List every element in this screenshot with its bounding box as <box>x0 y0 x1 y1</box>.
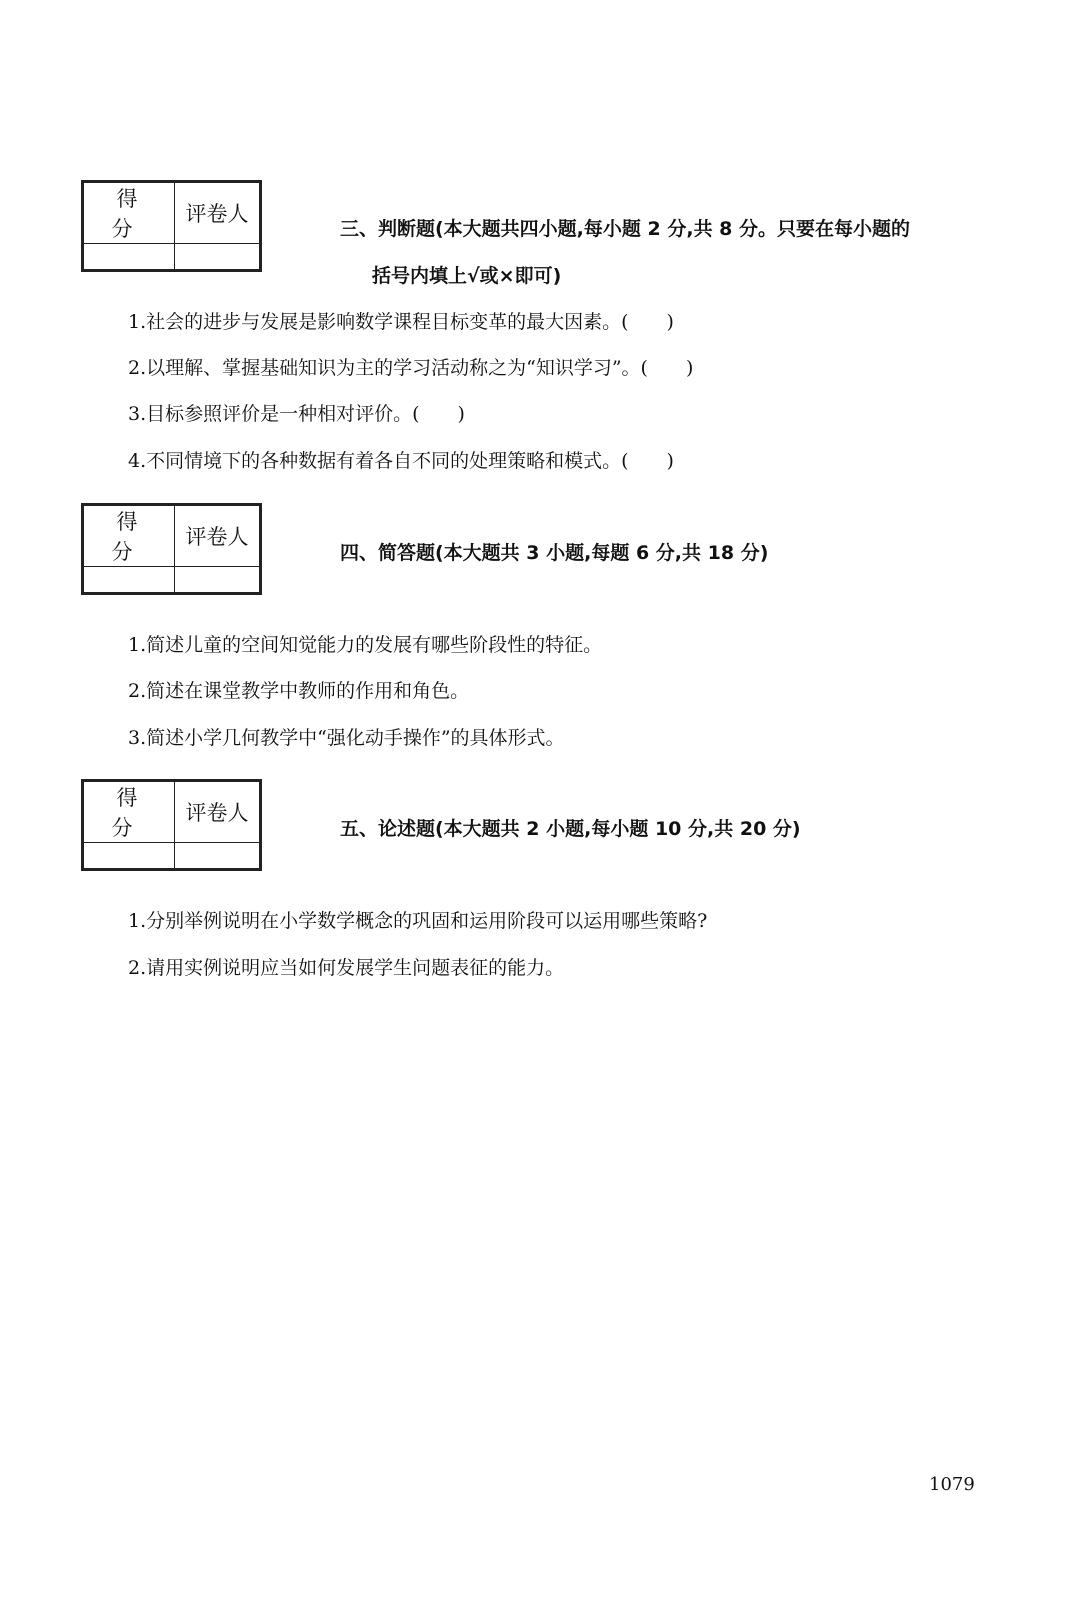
score-label: 得 分 <box>84 782 175 843</box>
grader-cell <box>175 843 260 869</box>
section-4-question-2: 2.简述在课堂教学中教师的作用和角色。 <box>128 680 470 702</box>
section-3-question-2: 2.以理解、掌握基础知识为主的学习活动称之为“知识学习”。( ) <box>128 357 694 379</box>
score-cell <box>84 843 175 869</box>
section-3-title-line-1: 三、判断题(本大题共四小题,每小题 2 分,共 8 分。只要在每小题的 <box>340 218 911 240</box>
section-3-question-1: 1.社会的进步与发展是影响数学课程目标变革的最大因素。( ) <box>128 311 674 333</box>
grader-cell <box>175 567 260 593</box>
score-cell <box>84 567 175 593</box>
section-4-title: 四、简答题(本大题共 3 小题,每题 6 分,共 18 分) <box>340 542 769 564</box>
score-cell <box>84 244 175 270</box>
section-5-title: 五、论述题(本大题共 2 小题,每小题 10 分,共 20 分) <box>340 818 801 840</box>
grader-cell <box>175 244 260 270</box>
score-label: 得 分 <box>84 183 175 244</box>
score-box-section-4 <box>81 503 262 595</box>
section-3-question-3: 3.目标参照评价是一种相对评价。( ) <box>128 403 465 425</box>
section-4-question-3: 3.简述小学几何教学中“强化动手操作”的具体形式。 <box>128 727 565 749</box>
grader-label: 评卷人 <box>175 782 260 843</box>
section-3-title-line-2: 括号内填上√或×即可) <box>372 265 562 287</box>
section-5-question-2: 2.请用实例说明应当如何发展学生问题表征的能力。 <box>128 957 565 979</box>
grader-label: 评卷人 <box>175 183 260 244</box>
page-number: 1079 <box>929 1474 975 1495</box>
section-5-question-1: 1.分别举例说明在小学数学概念的巩固和运用阶段可以运用哪些策略? <box>128 910 708 932</box>
section-3-question-4: 4.不同情境下的各种数据有着各自不同的处理策略和模式。( ) <box>128 450 674 472</box>
score-label: 得 分 <box>84 506 175 567</box>
section-4-question-1: 1.简述儿童的空间知觉能力的发展有哪些阶段性的特征。 <box>128 634 603 656</box>
grader-label: 评卷人 <box>175 506 260 567</box>
score-box-section-3 <box>81 180 262 272</box>
score-box-section-5 <box>81 779 262 871</box>
